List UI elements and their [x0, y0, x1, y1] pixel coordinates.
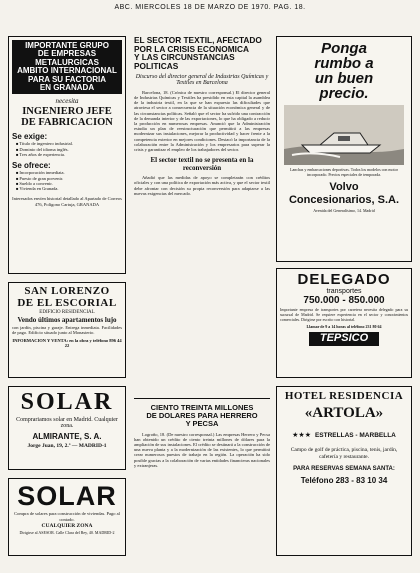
article-body: Barcelona, 18. (Crónica de nuestro corresponsal.) El director general de Industrias Químicas y Textiles ha presidido en esta capital la asamblea de la industria textil, en la que se han expuesto las dificultades que atraviesa el sector a consecuencia de la situación económica general y de las circunstancias políticas. Señaló que el sector ha sufrido una contracción de la demanda interior y de las exportaciones, lo que ha obligado a reducir la producción en numerosas empresas. Anunció que la Administración estudia un plan de reestructuración que permitirá a las empresas modernizar sus instalaciones, mejorar la productividad y hacer frente a la competencia exterior en mejores condiciones. Destacó la importancia de la colaboración entre la Administración y los empresarios para superar la crisis y garantizar el empleo de los trabajadores del sector. — [134, 89, 270, 153]
ad-hotel-artola — [276, 386, 412, 556]
list-item: ■ Tres años de experiencia. — [16, 152, 122, 157]
exige-title: Se exige: — [12, 132, 48, 142]
delegado-body: Importante empresa de transportes por carretera necesita delegado para su sucursal de Madrid. Se requiere experiencia en el sector y conocimientos comerciales. Dirigirse por escrito con historial. — [280, 307, 408, 322]
article-title: EL SECTOR TEXTIL, AFECTADO POR LA CRISIS ECONOMICA Y LAS CIRCUNSTANCIAS POLITICAS — [134, 35, 262, 72]
article-ciento-treinta — [134, 404, 270, 556]
ad-ponga-rumbo — [276, 36, 412, 262]
san-lorenzo-title: SAN LORENZO DE EL ESCORIAL — [17, 285, 117, 309]
exige-list — [16, 141, 122, 157]
solar-body: Compra de solares para construcción de viviendas. Pago al contado. — [14, 511, 120, 522]
solar-body: Comprariamos solar en Madrid. Cualquier zona. — [16, 417, 118, 430]
hotel-name: «ARTOLA» — [304, 404, 384, 421]
necesita-label: necesita — [55, 97, 79, 106]
delegado-brand: TEPSICO — [309, 332, 379, 346]
hotel-phone: Teléfono 283 - 83 10 34 — [300, 476, 388, 486]
article-deck: Discurso del director general de Industrias Químicas y Textiles en Barcelona — [135, 73, 269, 86]
article-sector-textil — [134, 36, 270, 392]
hotel-rating — [281, 424, 407, 442]
job-title: INGENIERO JEFE DE FABRICACION — [21, 106, 113, 129]
star-icon: ★★★ — [292, 431, 311, 440]
divider — [134, 398, 270, 399]
article-subhead: El sector textil no se presenta en la reconversión — [150, 156, 254, 173]
ponga-brand: Volvo — [329, 180, 359, 193]
list-item: ■ Puesto de gran porvenir. — [16, 176, 122, 181]
boat-image — [284, 105, 404, 165]
ofrece-list — [16, 170, 122, 191]
delegado-contact: Llamar de 9 a 14 horas al teléfono 231 80 64 — [306, 323, 382, 329]
ad-metalurgicas-headline: IMPORTANTE GRUPO DE EMPRESAS METALURGICAS AMBITO INTERNACIONAL PARA SU FACTORIA EN GRANADA — [12, 40, 122, 94]
hotel-body: Campo de golf de práctica, piscina, tenis, jardín, cafetería y restaurante. — [290, 447, 398, 460]
ad-solar-asesor — [8, 478, 126, 556]
ponga-company: Concesionarios, S.A. — [288, 194, 400, 207]
hotel-reservas: PARA RESERVAS SEMANA SANTA: — [293, 466, 395, 473]
solar-title: SOLAR — [20, 389, 114, 415]
ofrece-title: Se ofrece: — [12, 161, 51, 171]
ad-metalurgicas-footer: Interesados envíen historial detallado al Apartado de Correos 476, Polígono Cartuja, GRANADA — [12, 196, 122, 207]
ad-metalurgicas — [8, 36, 126, 274]
san-lorenzo-body: con jardín, piscina y garaje. Entrega inmediata. Facilidades de pago. Edificio situado junto al Monasterio. — [12, 325, 122, 336]
ad-delegado — [276, 268, 412, 378]
list-item: ■ Incorporación inmediata. — [16, 170, 122, 175]
san-lorenzo-subtitle: EDIFICIO RESIDENCIAL — [39, 310, 95, 316]
delegado-salary: 750.000 - 850.000 — [303, 294, 385, 306]
solar-address: Jorge Juan, 19, 2.º — MADRID-1 — [27, 443, 107, 450]
ponga-caption: Lanchas y embarcaciones deportivas. Todos los modelos con motor incorporado. Precios especiales de temporada. — [290, 167, 398, 177]
san-lorenzo-info: INFORMACION Y VENTA: en la obra y teléfono 896 44 22 — [12, 337, 122, 348]
hotel-title: HOTEL RESIDENCIA — [284, 390, 404, 402]
list-item: ■ Dominio del idioma inglés. — [16, 147, 122, 152]
page-header: ABC. MIERCOLES 18 DE MARZO DE 1970. PAG. 18. — [114, 4, 306, 11]
article-title: CIENTO TREINTA MILLONES DE DOLARES PARA HERRERO Y PECSA — [146, 403, 258, 428]
solar-title: SOLAR — [17, 481, 117, 511]
ponga-address: Avenida del Generalísimo, 14. Madrid — [313, 207, 375, 213]
hotel-location: ESTRELLAS - MARBELLA — [314, 432, 396, 440]
list-item: ■ Titulo de ingeniero industrial. — [16, 141, 122, 146]
solar-company: ALMIRANTE, S. A. — [32, 432, 102, 442]
san-lorenzo-offer: Vendo últimos apartamentos lujo — [17, 316, 117, 325]
list-item: ■ Vivienda en Granada. — [16, 186, 122, 191]
delegado-title: DELEGADO — [297, 271, 391, 288]
ad-solar-almirante — [8, 386, 126, 470]
ponga-headline: Ponga rumbo a un buen precio. — [314, 40, 374, 102]
solar-zone: CUALQUIER ZONA — [41, 522, 93, 529]
list-item: ■ Sueldo a convenir. — [16, 181, 122, 186]
article-body-continued: Añadió que las medidas de apoyo se completarán con créditos oficiales y con una política de exportación más activa, y que el sector textil debe afrontar con decisión su propia reconversión para adaptarse a las nuevas exigencias del mercado. — [134, 175, 270, 196]
ad-san-lorenzo — [8, 282, 126, 378]
delegado-subtitle: transportes — [326, 287, 362, 295]
solar-address: Dirigirse al ASESOR. Calle Clara del Rey, 40. MADRID-2 — [19, 529, 115, 535]
article-body: Logroño, 18. (De nuestro corresponsal.) Las empresas Herrero y Pecsa han obtenido un crédito de ciento treinta millones de dólares para la ampliación de sus instalaciones. El crédito se destinará a la construcción de una nueva planta y a la modernización de las existentes, lo que permitirá crear numerosos puestos de trabajo en la región. La operación ha sido posible gracias a la colaboración de varias entidades financieras nacionales y extranjeras. — [134, 431, 270, 468]
